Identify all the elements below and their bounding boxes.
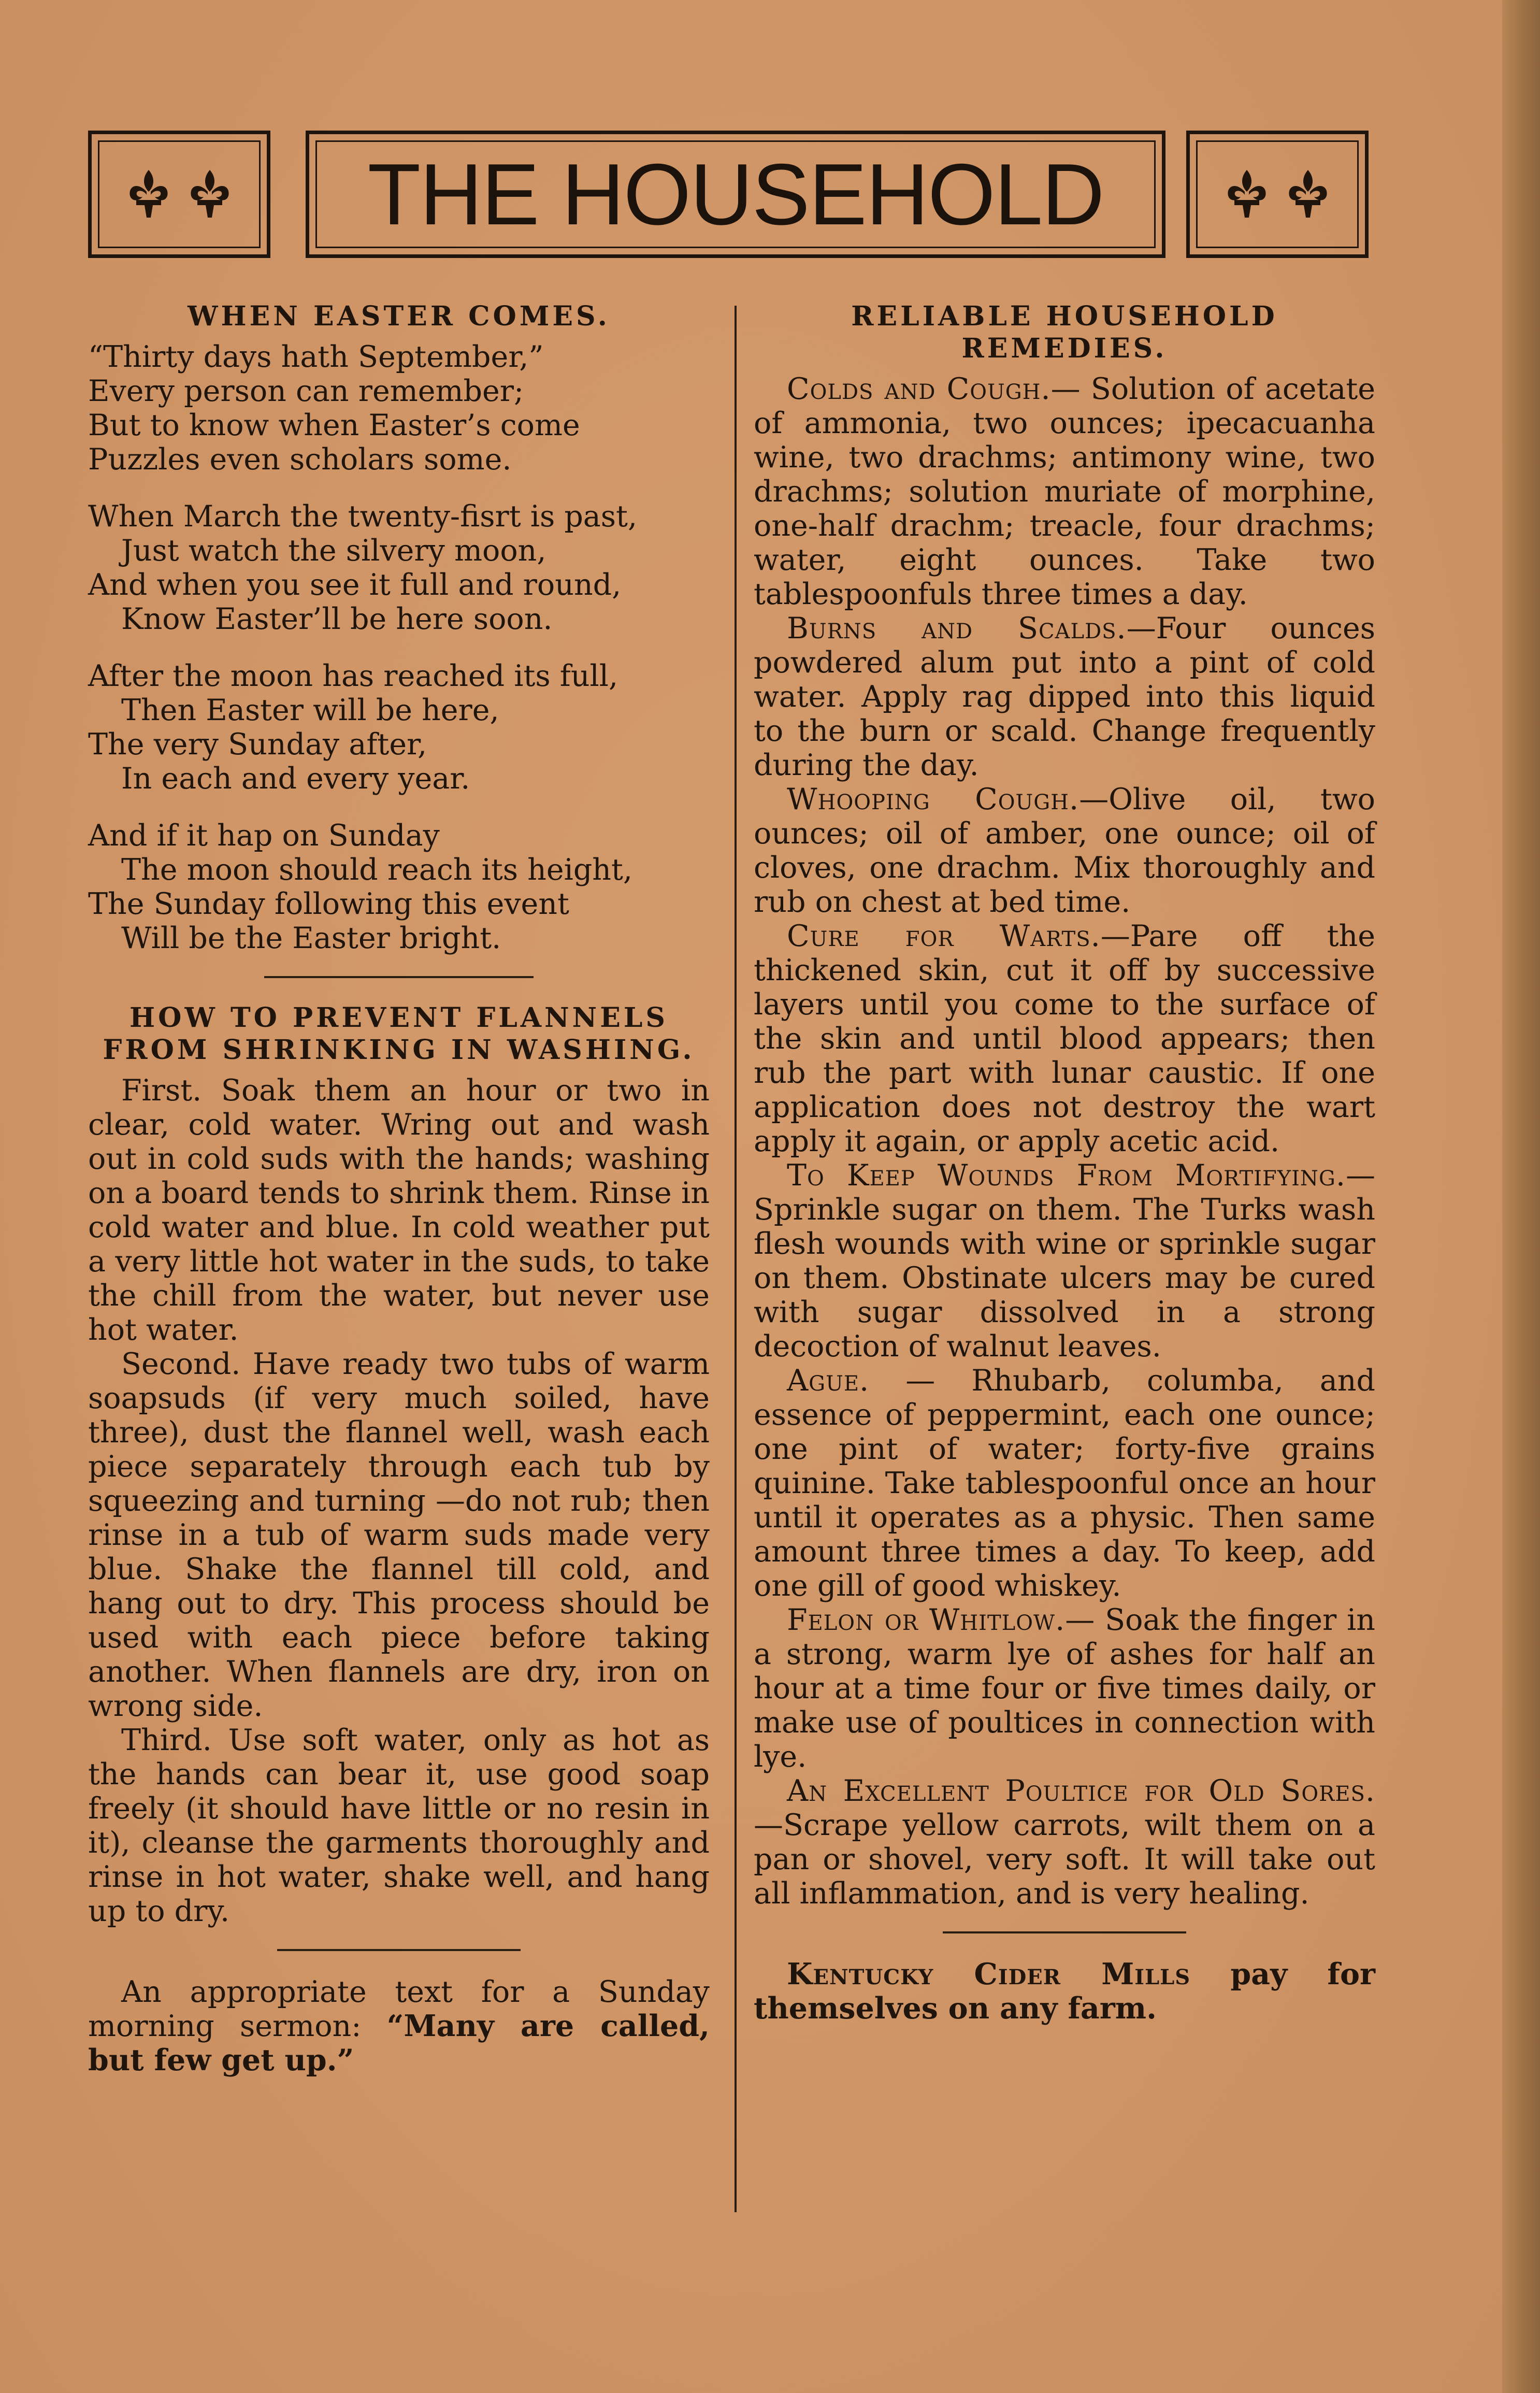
poem-line: But to know when Easter’s come (88, 408, 580, 442)
poem-stanza (88, 819, 710, 955)
remedy-text: —Olive oil, two ounces; oil of amber, one ounce; oil of cloves, one drachm. Mix thoroughly and rub on chest at bed time. (754, 782, 1375, 919)
poem-line: The very Sunday after, (88, 727, 427, 762)
poem-line: In each and every year. (121, 762, 470, 796)
remedy-name: Ague. (787, 1364, 870, 1398)
remedy-name: Burns and Scalds. (787, 611, 1127, 646)
page-edge (1502, 0, 1540, 2393)
title-box (306, 131, 1165, 258)
poem-line: After the moon has reached its full, (88, 659, 618, 693)
fleur-de-lis-icon (127, 166, 170, 223)
right-column (754, 300, 1375, 2026)
remedy-item (754, 1603, 1375, 1774)
remedy-item (754, 782, 1375, 919)
poem-line: Every person can remember; (88, 374, 524, 408)
poem-line: Will be the Easter bright. (121, 921, 501, 955)
remedies-heading: RELIABLE HOUSEHOLD REMEDIES. (851, 300, 1278, 364)
poem-line: Then Easter will be here, (121, 693, 499, 727)
remedy-name: To Keep Wounds From Mortifying. (787, 1158, 1346, 1193)
sermon-lead: An appropriate text for a Sunday morning sermon: (88, 1975, 710, 2043)
remedy-item (754, 1364, 1375, 1603)
flannels-paragraph: Second. Have ready two tubs of warm soapsuds (if very much soiled, have three), dust the flannel well, wash each piece separately through each tub by squeezing and turning —do not rub; then rinse in a tub of warm suds made very blue. Shake the flannel till cold, and hang out to dry. This process should be used with each piece before taking another. When flannels are dry, iron on wrong side. (88, 1347, 710, 1723)
page-title: THE HOUSEHOLD (367, 146, 1104, 243)
remedy-text: —Sprinkle sugar on them. The Turks wash flesh wounds with wine or sprinkle sugar on them. Obstinate ulcers may be cured with sugar dissolved in a strong decoction of walnut leaves. (754, 1158, 1375, 1364)
poem-line: The Sunday following this event (88, 887, 569, 921)
poem-line: The moon should reach its height, (121, 853, 633, 887)
column-divider (735, 306, 737, 2212)
remedy-item (754, 1158, 1375, 1364)
flannels-paragraph: Third. Use soft water, only as hot as the hands can bear it, use good soap freely (it should have little or no resin in it), cleanse the garments thoroughly and rinse in hot water, shake well, and hang up to dry. (88, 1723, 710, 1928)
poem-line: “Thirty days hath September,” (88, 340, 544, 374)
poem-line: Puzzles even scholars some. (88, 442, 512, 477)
sermon-quote: “Many are called, but few get up.” (88, 2009, 710, 2077)
remedy-name: An Excellent Poultice for Old Sores. (787, 1774, 1375, 1808)
remedy-text: — Solution of acetate of ammonia, two ounces; ipecacuanha wine, two drachms; antimony wine, two drachms; solution muriate of morphine, one-half drachm; treacle, four drachms; water, eight ounces. Take two tablespoonfuls three times a day. (754, 372, 1376, 611)
poem-stanza (88, 340, 710, 477)
advert-text: pay for themselves on any farm. (754, 1957, 1375, 2026)
advert-note (754, 1957, 1375, 2026)
easter-poem (88, 340, 710, 955)
section-rule (264, 976, 534, 978)
ornament-box-right (1186, 131, 1369, 258)
poem-line: And when you see it full and round, (88, 568, 622, 602)
remedy-text: —Scrape yellow carrots, wilt them on a pan or shovel, very soft. It will take out all inflammation, and is very healing. (754, 1808, 1375, 1911)
remedy-item (754, 919, 1375, 1158)
remedy-name: Colds and Cough. (787, 372, 1051, 406)
remedy-text: — Soak the finger in a strong, warm lye of ashes for half an hour at a time four or five times daily, or make use of poultices in connection with lye. (754, 1603, 1375, 1774)
remedy-item (754, 1774, 1375, 1911)
poem-stanza (88, 499, 710, 636)
poem-line: When March the twenty-fisrt is past, (88, 499, 638, 534)
fleur-de-lis-icon (1225, 166, 1269, 223)
header-banner (88, 131, 1378, 260)
ornament-box-left (88, 131, 270, 258)
sermon-note (88, 1975, 710, 2077)
section-rule (277, 1949, 521, 1951)
remedy-text: —Four ounces powdered alum put into a pint of cold water. Apply rag dipped into this liquid to the burn or scald. Change frequently during the day. (754, 611, 1375, 782)
advert-name: Kentucky Cider Mills (787, 1957, 1191, 1991)
remedy-item (754, 372, 1375, 611)
poem-line: Know Easter’ll be here soon. (121, 602, 553, 636)
poem-stanza (88, 659, 710, 796)
poem-line: And if it hap on Sunday (88, 819, 440, 853)
remedy-name: Cure for Warts. (787, 919, 1101, 953)
remedy-item (754, 611, 1375, 782)
remedy-name: Whooping Cough. (787, 782, 1080, 816)
poem-line: Just watch the silvery moon, (121, 534, 546, 568)
flannels-heading: HOW TO PREVENT FLANNELS FROM SHRINKING IN WASHING. (103, 1002, 695, 1066)
remedy-name: Felon or Whitlow. (787, 1603, 1066, 1637)
fleur-de-lis-icon (188, 166, 232, 223)
flannels-paragraph: First. Soak them an hour or two in clear, cold water. Wring out and wash out in cold suds with the hands; washing on a board tends to shrink them. Rinse in cold water and blue. In cold weather put a very little hot water in the suds, to take the chill from the water, but never use hot water. (88, 1073, 710, 1347)
easter-heading: WHEN EASTER COMES. (188, 300, 610, 332)
remedy-text: — Rhubarb, columba, and essence of peppermint, each one ounce; one pint of water; forty-five grains quinine. Take tablespoonful once an hour until it operates as a physic. Then same amount three times a day. To keep, add one gill of good whiskey. (754, 1364, 1375, 1603)
remedy-text: —Pare off the thickened skin, cut it off by successive layers until you come to the surface of the skin and until blood appears; then rub the part with lunar caustic. If one application does not destroy the wart apply it again, or apply acetic acid. (754, 919, 1375, 1158)
section-rule (943, 1931, 1186, 1933)
fleur-de-lis-icon (1286, 166, 1330, 223)
left-column (88, 300, 710, 2077)
